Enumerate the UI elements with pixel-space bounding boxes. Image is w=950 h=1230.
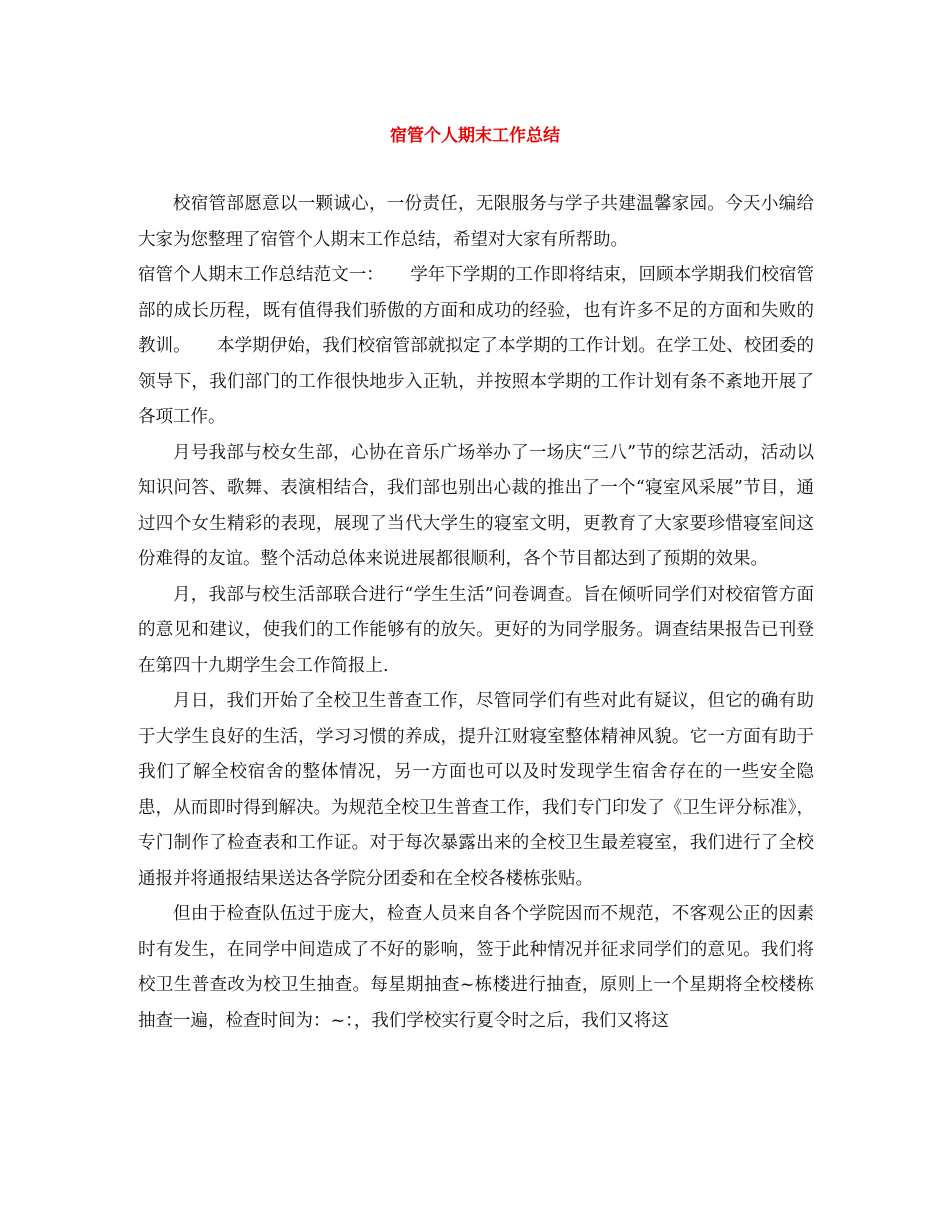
paragraph-event: 月号我部与校女生部，心协在音乐广场举办了一场庆“三八”节的综艺活动，活动以知识问答、歌舞、表演相结合，我们部也别出心裁的推出了一个“寝室风采展”节目，通过四个女生精彩的表现，展现了当代大学生的寝室文明，更教育了大家要珍惜寝室间这份难得的友谊。整个活动总体来说进展都很顺利，各个节目都达到了预期的效果。 — [138, 442, 814, 569]
paragraph-inspection: 月日，我们开始了全校卫生普查工作，尽管同学们有些对此有疑议，但它的确有助于大学生良好的生活，学习习惯的养成，提升江财寝室整体精神风貌。它一方面有助于我们了解全校宿舍的整体情况，另一方面也可以及时发现学生宿舍存在的一些安全隐患，从而即时得到解决。为规范全校卫生普查工作，我们专门印发了《卫生评分标准》，专门制作了检查表和工作证。对于每次暴露出来的全校卫生最差寝室，我们进行了全校通报并将通报结果送达各学院分团委和在全校各楼栋张贴。 — [138, 691, 814, 889]
paragraph-sample-one: 宿管个人期末工作总结范文一： 学年下学期的工作即将结束，回顾本学期我们校宿管部的成长历程，既有值得我们骄傲的方面和成功的经验，也有许多不足的方面和失败的教训。 本学期伊始，我们校宿管部就拟定了本学期的工作计划。在学工处、校团委的领导下，我们部门的工作很快地步入正轨，并按照本学期的工作计划有条不紊地开展了各项工作。 — [138, 265, 814, 427]
paragraph-survey: 月，我部与校生活部联合进行“学生生活”问卷调查。旨在倾听同学们对校宿管方面的意见和建议，使我们的工作能够有的放矢。更好的为同学服务。调查结果报告已刊登在第四十九期学生会工作简报上. — [138, 584, 814, 676]
paragraph-intro: 校宿管部愿意以一颗诚心，一份责任，无限服务与学子共建温馨家园。今天小编给大家为您整理了宿管个人期末工作总结，希望对大家有所帮助。 — [138, 194, 814, 250]
document-body — [138, 187, 814, 1039]
document-title: 宿管个人期末工作总结 — [390, 126, 560, 146]
paragraph-spot-check: 但由于检查队伍过于庞大，检查人员来自各个学院因而不规范，不客观公正的因素时有发生，在同学中间造成了不好的影响，签于此种情况并征求同学们的意见。我们将校卫生普查改为校卫生抽查。每星期抽查~栋楼进行抽查，原则上一个星期将全校楼栋抽查一遍，检查时间为：~：，我们学校实行夏令时之后，我们又将这 — [138, 904, 814, 1031]
